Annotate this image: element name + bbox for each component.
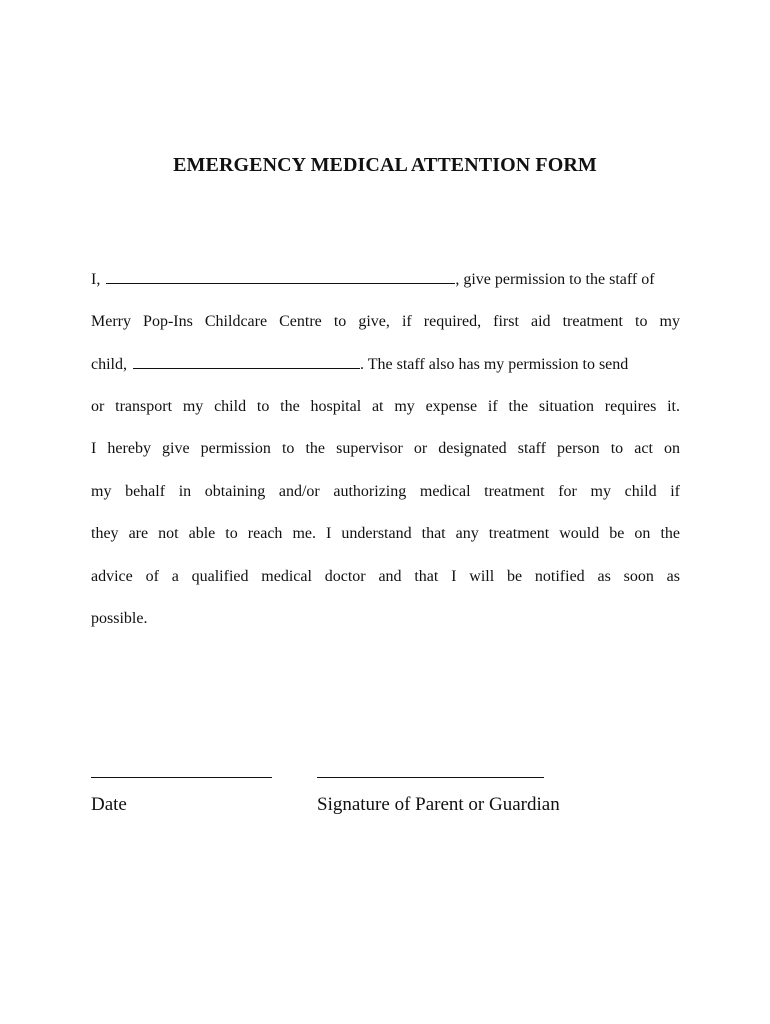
- signature-label: Signature of Parent or Guardian: [317, 794, 560, 815]
- paragraph-line-8: advice of a qualified medical doctor and that I will be notified as soon as: [91, 568, 680, 585]
- form-title: EMERGENCY MEDICAL ATTENTION FORM: [173, 154, 597, 176]
- parent-name-field[interactable]: [106, 269, 455, 284]
- line1-prefix: I,: [91, 271, 101, 288]
- paragraph-line-4: or transport my child to the hospital at my expense if the situation requires it.: [91, 398, 680, 415]
- date-label: Date: [91, 794, 127, 815]
- paragraph-line-7: they are not able to reach me. I understand that any treatment would be on the: [91, 525, 680, 542]
- line3-prefix: child,: [91, 356, 127, 373]
- child-name-field[interactable]: [133, 354, 360, 369]
- paragraph-line-3: [91, 354, 680, 375]
- paragraph-line-9: possible.: [91, 610, 148, 627]
- paragraph-line-6: my behalf in obtaining and/or authorizing medical treatment for my child if: [91, 483, 680, 500]
- signature-field[interactable]: [317, 777, 544, 778]
- paragraph-line-5: I hereby give permission to the supervisor or designated staff person to act on: [91, 440, 680, 457]
- line3-suffix: . The staff also has my permission to send: [360, 356, 629, 373]
- paragraph-line-1: [91, 269, 680, 290]
- line1-suffix: , give permission to the staff of: [455, 271, 655, 288]
- paragraph-line-2: Merry Pop-Ins Childcare Centre to give, if required, first aid treatment to my: [91, 313, 680, 330]
- date-field[interactable]: [91, 777, 272, 778]
